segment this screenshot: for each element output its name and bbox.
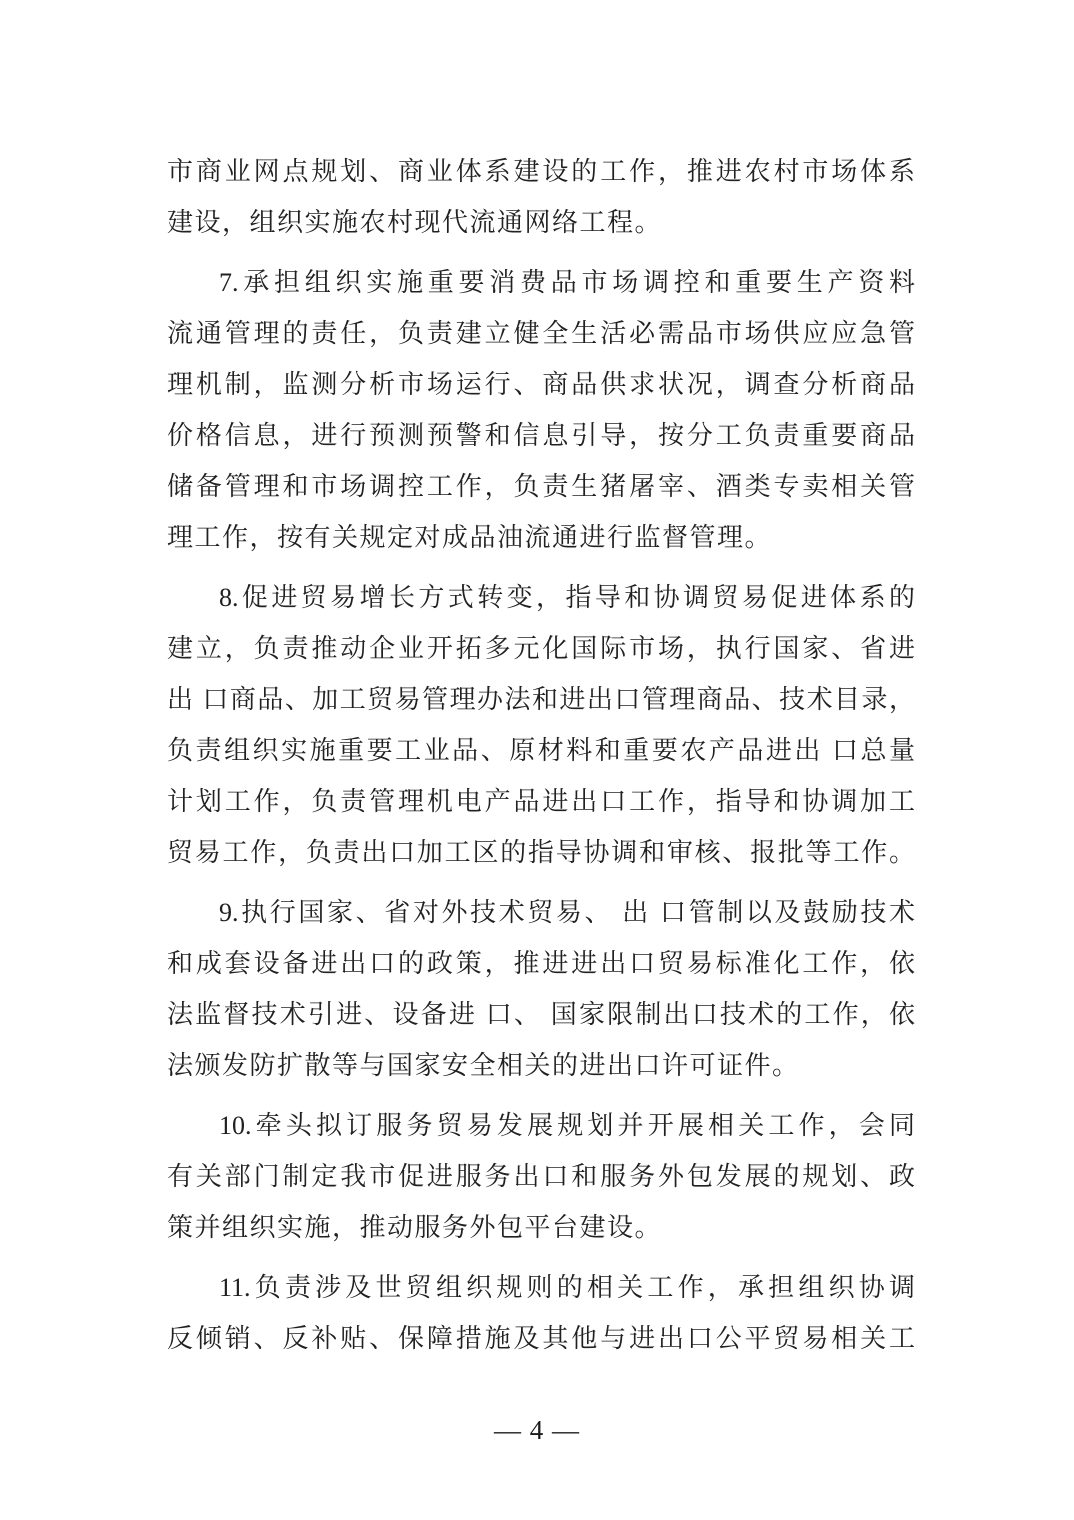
text-line: 11.负责涉及世贸组织规则的相关工作，承担组织协调 <box>219 1273 915 1302</box>
text-line: 和成套设备进出口的政策，推进进出口贸易标准化工作，依 <box>167 949 915 978</box>
paragraph-continuation-paragraph <box>167 146 915 248</box>
text-line: 流通管理的责任，负责建立健全生活必需品市场供应应急管 <box>167 319 915 348</box>
text-line: 有关部门制定我市促进服务出口和服务外包发展的规划、政 <box>167 1162 915 1191</box>
text-line: 9.执行国家、省对外技术贸易、 出 口管制以及鼓励技术 <box>219 898 915 927</box>
text-line: 计划工作，负责管理机电产品进出口工作，指导和协调加工 <box>167 787 915 816</box>
text-line: 市商业网点规划、商业体系建设的工作，推进农村市场体系 <box>167 157 915 186</box>
page-footer <box>0 1406 1074 1454</box>
text-line: 7.承担组织实施重要消费品市场调控和重要生产资料 <box>219 268 915 297</box>
paragraph-item-11 <box>167 1262 915 1364</box>
text-line: 建设，组织实施农村现代流通网络工程。 <box>167 208 663 237</box>
text-line: 价格信息，进行预测预警和信息引导，按分工负责重要商品 <box>167 421 915 450</box>
text-line: 出 口商品、加工贸易管理办法和进出口管理商品、技术目录， <box>167 685 915 714</box>
paragraph-item-10 <box>167 1100 915 1253</box>
paragraph-item-8 <box>167 572 915 878</box>
text-line: 8.促进贸易增长方式转变，指导和协调贸易促进体系的 <box>219 583 915 612</box>
text-line: 10.牵头拟订服务贸易发展规划并开展相关工作，会同 <box>219 1111 915 1140</box>
text-line: 储备管理和市场调控工作，负责生猪屠宰、酒类专卖相关管 <box>167 472 915 501</box>
text-line: 理机制，监测分析市场运行、商品供求状况，调查分析商品 <box>167 370 915 399</box>
paragraph-item-9 <box>167 887 915 1091</box>
document-body <box>167 146 915 1364</box>
text-line: 贸易工作，负责出口加工区的指导协调和审核、报批等工作。 <box>167 838 915 867</box>
text-line: 法监督技术引进、设备进 口、 国家限制出口技术的工作，依 <box>167 1000 915 1029</box>
text-line: 法颁发防扩散等与国家安全相关的进出口许可证件。 <box>167 1051 800 1080</box>
text-line: 负责组织实施重要工业品、原材料和重要农产品进出 口总量 <box>167 736 915 765</box>
text-line: 理工作，按有关规定对成品油流通进行监督管理。 <box>167 523 773 552</box>
page-number: — 4 — <box>494 1415 580 1445</box>
paragraph-item-7 <box>167 257 915 563</box>
text-line: 策并组织实施，推动服务外包平台建设。 <box>167 1213 663 1242</box>
text-line: 反倾销、反补贴、保障措施及其他与进出口公平贸易相关工 <box>167 1324 915 1353</box>
text-line: 建立，负责推动企业开拓多元化国际市场，执行国家、省进 <box>167 634 915 663</box>
